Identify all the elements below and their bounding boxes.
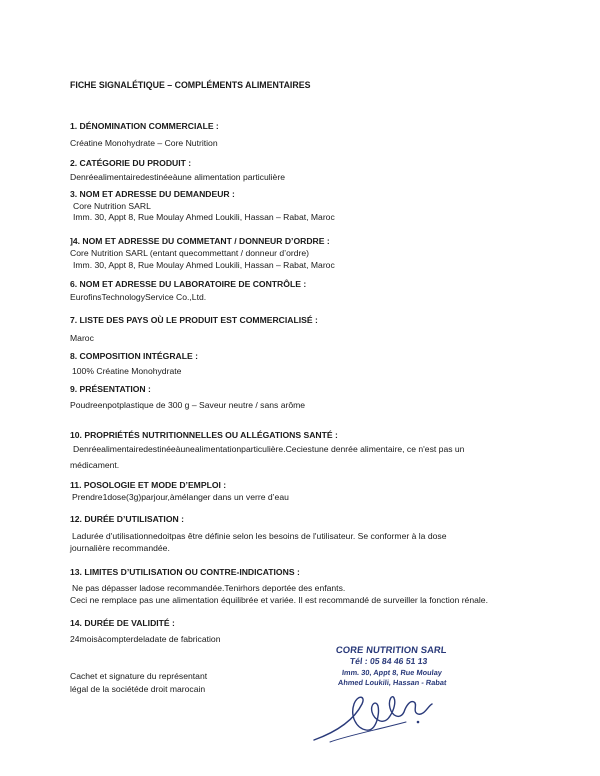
section-heading: ]4. NOM ET ADRESSE DU COMMETANT / DONNEUR D’ORDRE : <box>70 236 330 246</box>
section-text: Imm. 30, Appt 8, Rue Moulay Ahmed Loukili, Hassan – Rabat, Maroc <box>73 260 335 270</box>
section-text: Ne pas dépasser ladose recommandée.Tenirhors deportée des enfants. <box>72 583 346 593</box>
section-heading: 9. PRÉSENTATION : <box>70 384 151 394</box>
section-text: Poudreenpotplastique de 300 g – Saveur neutre / sans arôme <box>70 400 306 410</box>
section-text: journalière recommandée. <box>70 543 170 553</box>
section-text: Core Nutrition SARL (entant quecommettant / donneur d’ordre) <box>70 248 309 258</box>
section-text: 24moisàcompterdeladate de fabrication <box>70 634 221 644</box>
section-text: Créatine Monohydrate – Core Nutrition <box>70 138 218 148</box>
section-text: médicament. <box>70 460 120 470</box>
document-title: FICHE SIGNALÉTIQUE – COMPLÉMENTS ALIMENTAIRES <box>70 80 311 90</box>
section-heading: 12. DURÉE D’UTILISATION : <box>70 514 184 524</box>
section-heading: 7. LISTE DES PAYS OÙ LE PRODUIT EST COMMERCIALISÉ : <box>70 315 318 325</box>
section-heading: 10. PROPRIÉTÉS NUTRITIONNELLES OU ALLÉGATIONS SANTÉ : <box>70 430 338 440</box>
stamp-address: Ahmed Loukili, Hassan - Rabat <box>337 678 447 687</box>
section-heading: 2. CATÉGORIE DU PRODUIT : <box>70 158 192 168</box>
signature-label: Cachet et signature du représentant <box>70 671 208 681</box>
section-heading: 11. POSOLOGIE ET MODE D’EMPLOI : <box>70 480 227 490</box>
handwritten-signature <box>306 670 456 750</box>
section-text: Imm. 30, Appt 8, Rue Moulay Ahmed Loukili, Hassan – Rabat, Maroc <box>73 212 335 222</box>
section-text: Prendre1dose(3g)parjour,àmélanger dans un verre d’eau <box>72 492 289 502</box>
section-text: 100% Créatine Monohydrate <box>72 366 182 376</box>
section-heading: 1. DÉNOMINATION COMMERCIALE : <box>70 121 219 131</box>
section-text: Maroc <box>70 333 94 343</box>
section-heading: 13. LIMITES D’UTILISATION OU CONTRE-INDICATIONS : <box>70 567 300 577</box>
section-heading: 6. NOM ET ADRESSE DU LABORATOIRE DE CONTRÔLE : <box>70 279 307 289</box>
section-text: EurofinsTechnologyService Co.,Ltd. <box>70 292 207 302</box>
stamp-phone: Tél : 05 84 46 51 13 <box>349 656 428 666</box>
signature-label: légal de la sociétéde droit marocain <box>70 684 206 694</box>
stamp-address: Imm. 30, Appt 8, Rue Moulay <box>341 668 443 677</box>
section-heading: 8. COMPOSITION INTÉGRALE : <box>70 351 198 361</box>
company-stamp <box>326 642 446 742</box>
stamp-company-name: CORE NUTRITION SARL <box>335 644 448 655</box>
section-heading: 14. DURÉE DE VALIDITÉ : <box>70 618 175 628</box>
section-heading: 3. NOM ET ADRESSE DU DEMANDEUR : <box>70 189 235 199</box>
section-text: Ceci ne remplace pas une alimentation équilibrée et variée. Il est recommandé de surveiller la fonction rénale. <box>70 595 488 605</box>
section-text: Ladurée d'utilisationnedoitpas être définie selon les besoins de l'utilisateur. Se conformer à la dose <box>72 531 447 541</box>
section-text: Denréealimentairedestinéeàunealimentationparticulière.Ceciestune denrée alimentaire, ce n'est pas un <box>73 444 465 454</box>
section-text: Denréealimentairedestinéeàune alimentation particulière <box>70 172 285 182</box>
section-text: Core Nutrition SARL <box>73 201 151 211</box>
